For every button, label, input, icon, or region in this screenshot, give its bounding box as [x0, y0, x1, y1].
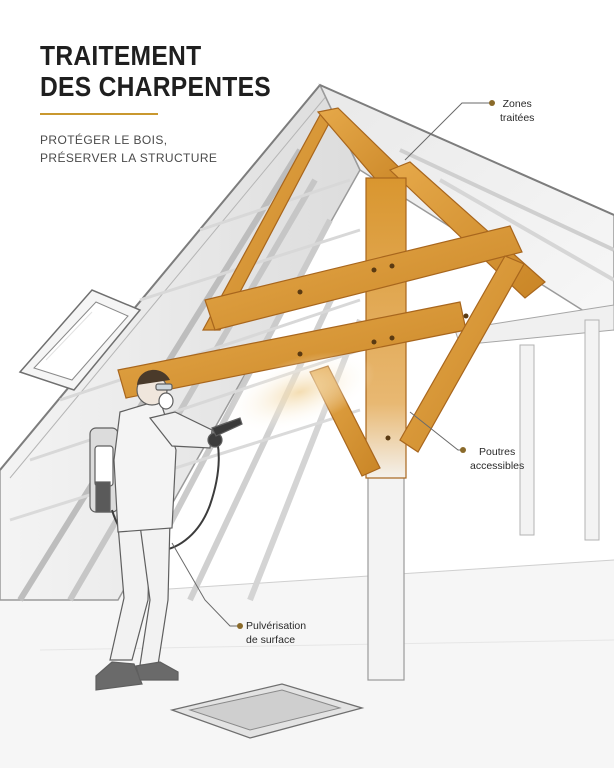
callout-pulverisation [246, 619, 306, 647]
title-divider [40, 113, 158, 115]
callout-poutres-accessibles [470, 445, 524, 473]
title-line-2: DES CHARPENTES [40, 71, 271, 102]
subtitle-line-2: PRÉSERVER LA STRUCTURE [40, 151, 218, 165]
subtitle-line-1: PROTÉGER LE BOIS, [40, 133, 168, 147]
callout-line: Zones [502, 98, 532, 110]
callout-line: Poutres [479, 446, 516, 458]
page-title [40, 40, 271, 102]
page-subtitle [40, 131, 217, 167]
callout-line: Pulvérisation [246, 620, 307, 632]
callout-line: accessibles [470, 460, 525, 472]
callout-line: traitées [500, 112, 535, 124]
callout-line: de surface [246, 634, 296, 646]
callout-zones-traitees [500, 97, 534, 125]
title-line-1: TRAITEMENT [40, 40, 202, 71]
central-post-base [368, 470, 404, 680]
